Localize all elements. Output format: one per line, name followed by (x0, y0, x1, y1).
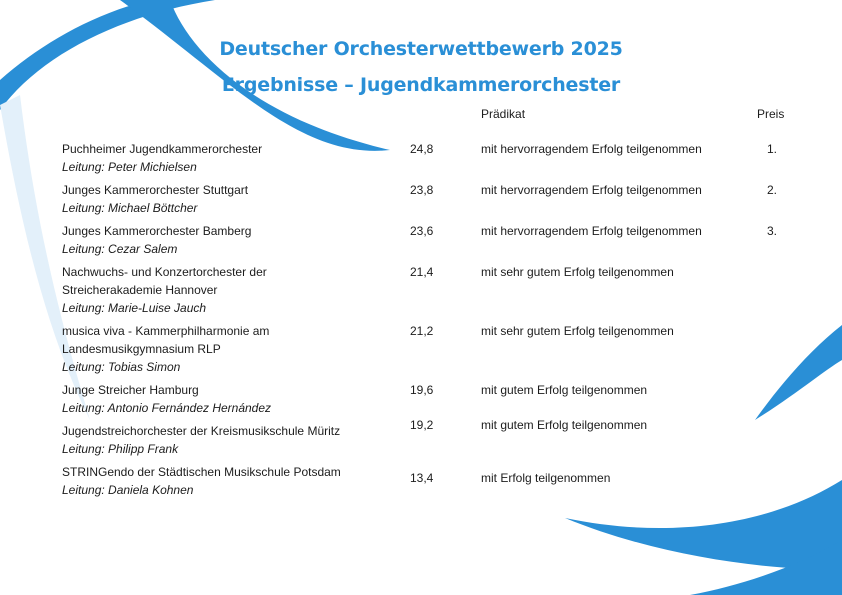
predicate-text: mit sehr gutem Erfolg teilgenommen (481, 324, 674, 338)
orchestra-name: Streicherakademie Hannover (62, 283, 218, 297)
orchestra-entry (62, 263, 392, 317)
score-value: 13,4 (410, 471, 434, 485)
conductor-name: Leitung: Peter Michielsen (62, 160, 197, 174)
conductor-name: Leitung: Philipp Frank (62, 442, 179, 456)
predicate-text: mit hervorragendem Erfolg teilgenommen (481, 183, 702, 197)
score-value: 19,6 (410, 383, 434, 397)
score-value: 24,8 (410, 142, 434, 156)
predicate-text: mit hervorragendem Erfolg teilgenommen (481, 224, 702, 238)
column-header-predicate: Prädikat (481, 107, 526, 121)
orchestra-entry (62, 381, 392, 417)
orchestra-entry (62, 422, 392, 458)
orchestra-name: Junges Kammerorchester Bamberg (62, 224, 252, 238)
conductor-name: Leitung: Daniela Kohnen (62, 483, 194, 497)
orchestra-entry (62, 181, 392, 217)
orchestra-name: Landesmusikgymnasium RLP (62, 342, 221, 356)
orchestra-name: STRINGendo der Städtischen Musikschule Potsdam (62, 465, 341, 479)
document-subtitle: Ergebnisse – Jugendkammerorchester (221, 74, 621, 96)
predicate-text: mit gutem Erfolg teilgenommen (481, 383, 648, 397)
orchestra-name: Puchheimer Jugendkammerorchester (62, 142, 263, 156)
score-value: 23,8 (410, 183, 434, 197)
score-value: 21,4 (410, 265, 434, 279)
predicate-text: mit gutem Erfolg teilgenommen (481, 418, 648, 432)
orchestra-entry (62, 463, 392, 499)
conductor-name: Leitung: Marie-Luise Jauch (62, 301, 207, 315)
orchestra-name: Junges Kammerorchester Stuttgart (62, 183, 249, 197)
conductor-name: Leitung: Michael Böttcher (62, 201, 198, 215)
conductor-name: Leitung: Tobias Simon (62, 360, 181, 374)
prize-rank: 1. (767, 142, 778, 156)
orchestra-entry (62, 140, 392, 176)
orchestra-name: Jugendstreichorchester der Kreismusikschule Müritz (62, 424, 341, 438)
orchestra-entry (62, 222, 392, 258)
predicate-text: mit Erfolg teilgenommen (481, 471, 611, 485)
score-value: 23,6 (410, 224, 434, 238)
orchestra-name: musica viva - Kammerphilharmonie am (62, 324, 270, 338)
prize-rank: 3. (767, 224, 778, 238)
column-header-prize: Preis (757, 107, 785, 121)
orchestra-name: Nachwuchs- und Konzertorchester der (62, 265, 267, 279)
score-value: 19,2 (410, 418, 434, 432)
orchestra-name: Junge Streicher Hamburg (62, 383, 199, 397)
predicate-text: mit hervorragendem Erfolg teilgenommen (481, 142, 702, 156)
conductor-name: Leitung: Antonio Fernández Hernández (62, 401, 272, 415)
document-title: Deutscher Orchesterwettbewerb 2025 (219, 38, 623, 60)
predicate-text: mit sehr gutem Erfolg teilgenommen (481, 265, 674, 279)
prize-rank: 2. (767, 183, 778, 197)
score-value: 21,2 (410, 324, 434, 338)
conductor-name: Leitung: Cezar Salem (62, 242, 178, 256)
orchestra-entry (62, 322, 392, 376)
